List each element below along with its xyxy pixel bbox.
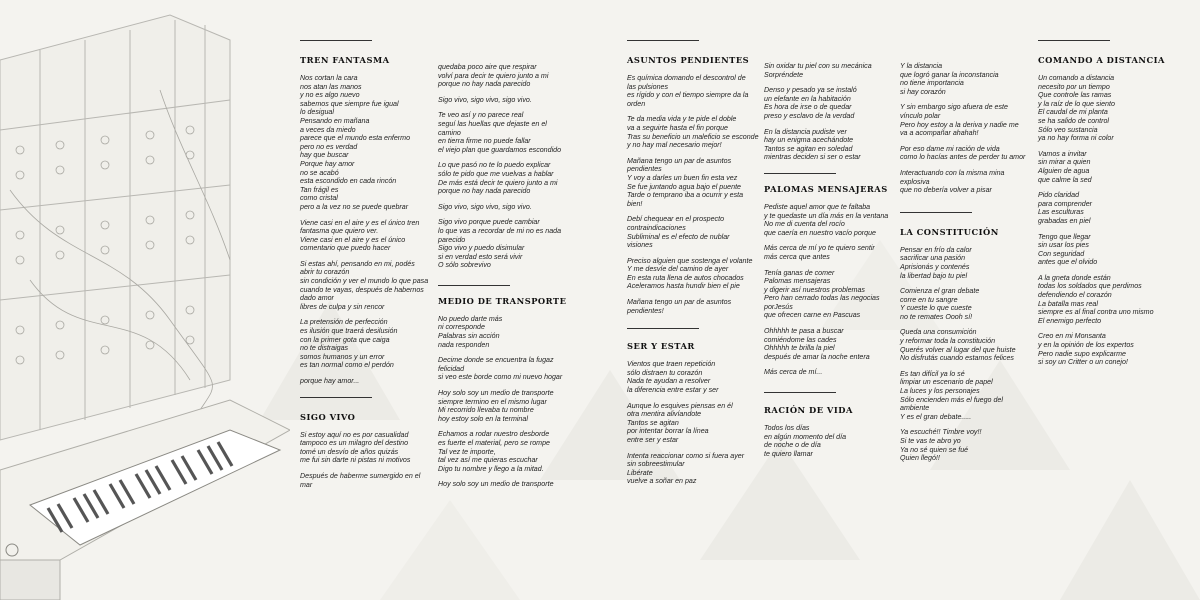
- lyric-stanza: Queda una consumición y reformar toda la constitución Querés volver al lugar del que huiste No disfrutás cuando estamos felices: [900, 328, 1016, 363]
- lyric-stanza: Por eso dame mi ración de vida como lo hacías antes de perder tu amor: [900, 144, 1026, 162]
- lyric-stanza: Hoy solo soy un medio de transporte siempre termino en el mismo lugar Mi recorrido llevaba tu nombre hoy estoy solo en la terminal: [438, 389, 554, 423]
- song-title: SIGO VIVO: [300, 411, 356, 422]
- lyric-stanza: Te da media vida y te pide el doble va a seguirte hasta el fin porque Tras su beneficio un maleficio se esconde y no hay mal necesario mejor!: [627, 115, 759, 150]
- lyric-stanza: Debí chequear en el prospecto contraindicaciones Subliminal es el efecto de nublar visiones: [627, 215, 730, 250]
- lyric-stanza: Vientos que traen repetición sólo distraen tu corazón Nada te ayudan a resolver la diferencia entre estar y ser: [627, 360, 719, 395]
- lyric-stanza: Sigo vivo, sigo vivo, sigo vivo.: [438, 202, 532, 211]
- synthesizer-illustration: [0, 0, 290, 600]
- lyric-stanza: Si estas ahí, pensando en mi, podés abrir tu corazón sin condición y ver el mundo lo que pasa cuando te vayas, después de habernos dado amor libres de culpa y sin rencor: [300, 259, 429, 311]
- lyric-stanza: Vamos a invitar sin mirar a quien Alguien de agua que calme la sed: [1038, 149, 1092, 184]
- lyric-stanza: Sigo vivo, sigo vivo, sigo vivo.: [438, 95, 532, 104]
- lyrics-column-6: [1038, 40, 1170, 374]
- lyric-stanza: porque hay amor...: [300, 377, 360, 385]
- lyric-stanza: Más cerca de mí yo te quiero sentir más cerca que antes: [764, 244, 875, 261]
- lyric-stanza: Es química domando el descontrol de las pulsiones es rígido y con el tiempo siempre da la orden: [627, 74, 749, 108]
- song-title: SER Y ESTAR: [627, 341, 695, 352]
- lyric-stanza: Sin oxidar tu piel con su mecánica Sorpréndete: [764, 62, 872, 79]
- lyric-stanza: Mañana tengo un par de asuntos pendientes!: [627, 298, 732, 315]
- lyric-stanza: Te veo así y no parece real seguí las huellas que dejaste en el camino en tierra firme no puede fallar el viejo plan que guardamos escondido: [438, 111, 562, 154]
- lyric-stanza: No puedo darte más ni corresponde Palabras sin acción nada responden: [438, 314, 503, 349]
- song-title: TREN FANTASMA: [300, 55, 390, 65]
- lyric-stanza: A la gneta donde están todas los soldados que perdimos defendiendo el corazón La batalla mas real siempre es al final contra uno mismo El enemigo perfecto: [1038, 273, 1154, 325]
- lyric-stanza: Ohhhhh te pasa a buscar comiéndome las cades Ohhhhh te brilla la piel después de amar la noche entera: [764, 327, 870, 361]
- lyric-stanza: quedaba poco aire que respirar volví para decir te quiero junto a mi porque no hay nada parecido: [438, 63, 549, 89]
- lyric-stanza: Nos cortan la cara nos atan las manos y no es algo nuevo sabemos que siempre fue igual lo desigual Pensando en mañana a veces da miedo parece que el mundo esta enfermo pero no es verdad hay que buscar Porque hay amor no se acabó esta escondido en cada rincón Tan frágil es como cristal pero a la vez no se puede quebrar: [300, 74, 411, 211]
- lyric-stanza: Preciso alguien que sostenga el volante Y me desvíe del camino de ayer En esta ruta llena de autos chocados Aceleramos hasta hundir bien el pie: [627, 256, 753, 291]
- lyrics-column-1: [300, 40, 432, 496]
- lyric-stanza: Todos los días en algún momento del día de noche o de día te quiero llamar: [764, 424, 847, 458]
- lyrics-column-4: [764, 62, 896, 465]
- lyric-stanza: Denso y pesado ya se instaló un elefante en la habitación Es hora de irse o de quedar preso y esclavo de la verdad: [764, 86, 857, 120]
- lyric-stanza: Echamos a rodar nuestro desborde es fuerte el material, pero se rompe Tal vez te importe, tal vez así me quieras escuchar Digo tu nombre y llego a la mitad.: [438, 430, 550, 473]
- song-title: MEDIO DE TRANSPORTE: [438, 295, 567, 306]
- song-title: PALOMAS MENSAJERAS: [764, 183, 888, 194]
- lyric-stanza: Y la distancia que logró ganar la inconstancia no tiene importancia si hay corazón: [900, 62, 999, 96]
- lyric-stanza: Hoy solo soy un medio de transporte: [438, 480, 554, 489]
- lyric-stanza: Aunque lo esquives piensas en él otra mentira alivíandote Tantos se agitan por intentar borrar la línea entre ser y estar: [627, 401, 733, 444]
- lyric-stanza: Creo en mi Monsanta y en la opinión de los expertos Pero nadie supo explicarme si soy un Critter o un conejo!: [1038, 332, 1134, 367]
- song-title: ASUNTOS PENDIENTES: [627, 55, 750, 65]
- lyric-stanza: Comienza el gran debate corre en tu sangre Y cueste lo que cueste no te remates Oooh sí!: [900, 287, 980, 321]
- lyric-stanza: Después de haberme sumergido en el mar: [300, 471, 421, 489]
- lyric-stanza: Tenía ganas de comer Palomas mensajeras y digerir así nuestros problemas Pero han cerrado todas las negocias porJesús que ofrecen carne en Pascuas: [764, 268, 880, 320]
- lyrics-column-2: [438, 63, 570, 496]
- lyric-stanza: Tengo que llegar sin usar los pies Con seguridad antes que el olvido: [1038, 232, 1098, 267]
- lyric-stanza: Un comando a distancia necesito por un tiempo Que controle las ramas y la raíz de lo que siento El caudal de mi planta se ha salido de control Sólo veo sustancia ya no hay forma ni color: [1038, 74, 1115, 143]
- lyric-stanza: Si estoy aquí no es por casualidad tampoco es un milagro del destino tomé un desvío de años quizás me fui sin darte ni pistas ni motivos: [300, 430, 411, 465]
- lyric-stanza: Decime donde se encuentra la fugaz felicidad si veo este borde como mi nuevo hogar: [438, 356, 563, 382]
- lyric-stanza: Intenta reaccionar como si fuera ayer sin sobreestimular Libérate vuelve a soñar en paz: [627, 451, 745, 486]
- lyric-stanza: Pediste aquel amor que te faltaba y te quedaste un día más en la ventana No me di cuenta del rocío que caería en nuestro vacío porque: [764, 202, 889, 237]
- lyrics-column-5: [900, 62, 1032, 470]
- song-title: COMANDO A DISTANCIA: [1038, 55, 1165, 65]
- lyric-stanza: Viene casi en el aire y es el único tren fantasma que quiero ver. Viene casi en el aire y es el único comentario que puedo hacer: [300, 218, 420, 253]
- lyric-stanza: Pido claridad para comprender Las esculturas grabadas en piel: [1038, 191, 1093, 225]
- lyric-stanza: La pretensión de perfección es ilusión que traerá desilusión con la primer gota que caiga no te distraigas somos humanos y un error es tan normal como el perdón: [300, 318, 398, 370]
- lyric-stanza: Ya escuché!! Timbre voy!! Si te vas te abro yo Ya no sé quien se fué Quien llegó!!: [900, 428, 982, 463]
- lyric-stanza: Interactuando con la misma mina explosiva que no debería volver a pisar: [900, 168, 1005, 195]
- lyric-stanza: Sigo vivo porque puede cambiar lo que vas a recordar de mi no es nada parecido Sigo vivo y puedo disimular si en verdad esto será vivir O sólo sobrevivo: [438, 218, 562, 270]
- lyric-stanza: Es tan difícil ya lo sé limpiar un escenario de papel La luces y los personajes Sólo encienden más el fuego del ambiente Y es el gran debate.....: [900, 369, 1003, 421]
- song-title: RACIÓN DE VIDA: [764, 405, 853, 416]
- lyric-stanza: Pensar en frío da calor sacrificar una pasión Aprisionás y contenés la libertad bajo tu piel: [900, 245, 972, 280]
- lyric-stanza: Mañana tengo un par de asuntos pendientes Y voy a darles un buen fin esta vez Se fue juntando agua bajo el puente Tarde o temprano iba a ocurrir y esta bien!: [627, 156, 744, 208]
- song-title: LA CONSTITUCIÓN: [900, 226, 999, 237]
- lyric-stanza: En la distancia pudiste ver hay un enigma acechándote Tantos se agitan en soledad mientras deciden si ser o estar: [764, 127, 861, 162]
- lyric-stanza: Más cerca de mí...: [764, 368, 823, 377]
- lyric-stanza: Y sin embargo sigo afuera de este vínculo polar Pero hoy estoy a la deriva y nadie me va a acompañar ahahah!: [900, 103, 1019, 138]
- lyrics-column-3: [627, 40, 759, 493]
- lyric-stanza: Lo que pasó no te lo puedo explicar sólo te pido que me vuelvas a hablar De más está decir te quiero junto a mi porque no hay nada parecido: [438, 161, 558, 196]
